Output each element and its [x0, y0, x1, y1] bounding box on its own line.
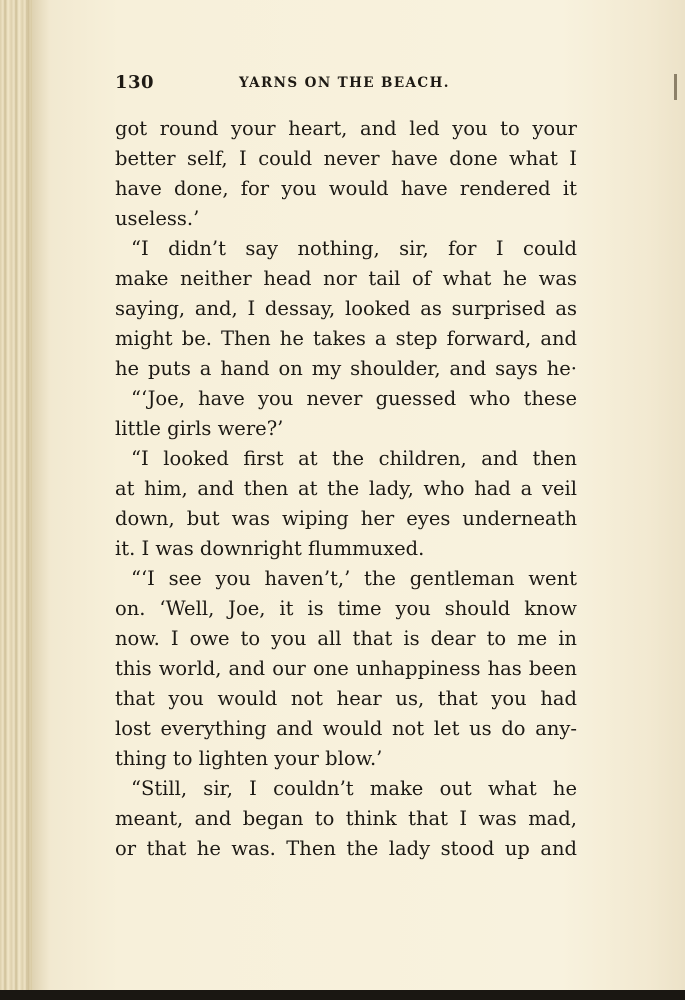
text-line: he puts a hand on my shoulder, and says he· [115, 357, 577, 380]
text-line: at him, and then at the lady, who had a veil [115, 477, 577, 500]
text-line: “‘Joe, have you never guessed who these [131, 387, 577, 410]
text-line: might be. Then he takes a step forward, and [115, 327, 577, 350]
gutter-shadow [28, 0, 50, 1000]
text-line: better self, I could never have done what I [115, 147, 577, 170]
text-line: this world, and our one unhappiness has been [115, 657, 577, 680]
text-line: saying, and, I dessay, looked as surprised as [115, 297, 577, 320]
text-line: have done, for you would have rendered it [115, 177, 577, 200]
page-number: 130 [115, 72, 155, 93]
text-line: thing to lighten your blow.’ [115, 747, 383, 770]
text-line: “‘I see you haven’t,’ the gentleman went [131, 567, 577, 590]
text-line: lost everything and would not let us do any- [115, 717, 577, 740]
running-head: YARNS ON THE BEACH. [239, 75, 450, 91]
body-text [115, 114, 577, 864]
page-header [115, 72, 575, 98]
text-line: “Still, sir, I couldn’t make out what he [131, 777, 577, 800]
page-bottom-edge [0, 990, 685, 1000]
text-line: on. ‘Well, Joe, it is time you should know [115, 597, 577, 620]
text-line: got round your heart, and led you to your [115, 117, 577, 140]
text-line: little girls were?’ [115, 417, 284, 440]
text-line: it. I was downright flummuxed. [115, 537, 425, 560]
text-line: meant, and began to think that I was mad, [115, 807, 577, 830]
text-line: now. I owe to you all that is dear to me in [115, 627, 577, 650]
page-edge-mark [674, 74, 677, 100]
text-line: useless.’ [115, 207, 200, 230]
text-line: down, but was wiping her eyes underneath [115, 507, 577, 530]
text-line: or that he was. Then the lady stood up and [115, 837, 577, 860]
text-line: make neither head nor tail of what he was [115, 267, 577, 290]
text-line: “I didn’t say nothing, sir, for I could [131, 237, 577, 260]
text-line: that you would not hear us, that you had [115, 687, 577, 710]
text-line: “I looked first at the children, and then [131, 447, 577, 470]
